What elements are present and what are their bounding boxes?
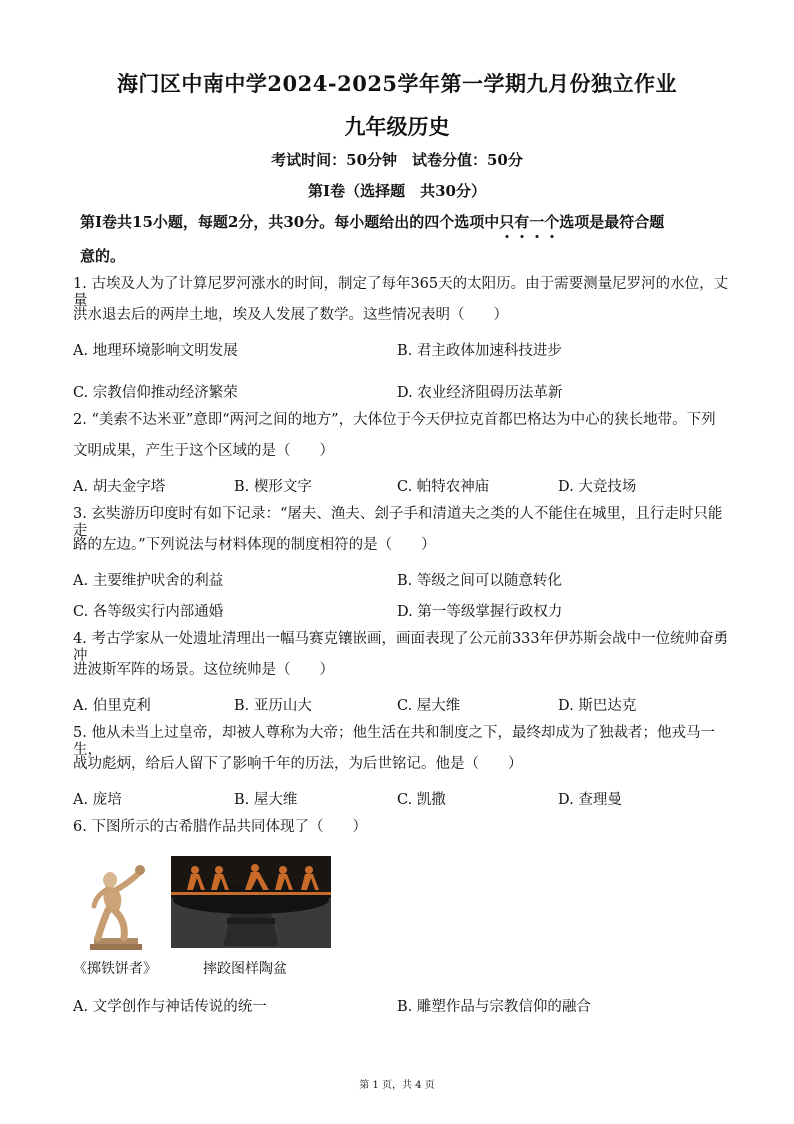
section-title: 第Ⅰ卷（选择题 共30分） xyxy=(308,182,486,200)
q6-option-a: A. 文学创作与神话传说的统一 xyxy=(73,999,267,1015)
q3-option-a: A. 主要维护吠舍的利益 xyxy=(73,573,224,589)
question-2-line-2: 文明成果，产生于这个区域的是（ ） xyxy=(73,443,334,459)
q3-option-c: C. 各等级实行内部通婚 xyxy=(73,604,224,620)
question-3-line-1: 3. 玄奘游历印度时有如下记录：“屠夫、渔夫、刽子手和清道夫之类的人不能住在城里，且行走时只能走 xyxy=(73,506,723,540)
q5-option-c: C. 凯撒 xyxy=(397,792,446,808)
figure-caption-right: 摔跤图样陶盆 xyxy=(203,961,287,977)
question-4-line-2: 进波斯军阵的场景。这位统帅是（ ） xyxy=(73,662,334,678)
q5-option-b: B. 屋大维 xyxy=(234,792,298,808)
question-5-line-1: 5. 他从未当上过皇帝，却被人尊称为大帝；他生活在共和制度之下，最终却成为了独裁者；他戎马一生， xyxy=(73,725,715,759)
subject-title: 九年级历史 xyxy=(344,114,450,139)
question-2-line-1: 2. “美索不达米亚”意即“两河之间的地方”，大体位于今天伊拉克首都巴格达为中心的狭长地带。下列 xyxy=(73,412,716,428)
emphasis-char: 只 xyxy=(499,213,515,231)
q2-option-b: B. 楔形文字 xyxy=(234,479,312,495)
question-4-line-1: 4. 考古学家从一处遗址清理出一幅马赛克镶嵌画，画面表现了公元前333年伊苏斯会战中一位统帅奋勇冲 xyxy=(73,631,729,665)
q4-option-d: D. 斯巴达克 xyxy=(558,698,637,714)
question-1-line-1: 1. 古埃及人为了计算尼罗河涨水的时间，制定了每年365天的太阳历。由于需要测量尼罗河的水位，丈量 xyxy=(73,276,729,310)
wrestling-pottery-image xyxy=(171,856,331,948)
q2-option-d: D. 大竞技场 xyxy=(558,479,637,495)
q2-option-a: A. 胡夫金字塔 xyxy=(73,479,166,495)
q5-option-a: A. 庞培 xyxy=(73,792,122,808)
q5-option-d: D. 查理曼 xyxy=(558,792,622,808)
q3-option-d: D. 第一等级掌握行政权力 xyxy=(397,604,563,620)
figure-caption-left: 《掷铁饼者》 xyxy=(73,961,157,977)
q1-option-a: A. 地理环境影响文明发展 xyxy=(73,343,238,359)
q4-option-c: C. 屋大维 xyxy=(397,698,461,714)
emphasis-char: 有 xyxy=(514,213,530,231)
q4-option-a: A. 伯里克利 xyxy=(73,698,151,714)
instructions-line-2: 意的。 xyxy=(80,247,126,265)
question-3-line-2: 路的左边。”下列说法与材料体现的制度相符的是（ ） xyxy=(73,537,436,553)
page-footer: 第 1 页，共 4 页 xyxy=(359,1080,435,1091)
emphasis-char: 个 xyxy=(544,213,560,231)
question-5-line-2: 战功彪炳，给后人留下了影响千年的历法，为后世铭记。他是（ ） xyxy=(73,756,523,772)
emphasis-char: 一 xyxy=(529,213,545,231)
question-1-line-2: 洪水退去后的两岸土地，埃及人发展了数学。这些情况表明（ ） xyxy=(73,307,508,323)
q3-option-b: B. 等级之间可以随意转化 xyxy=(397,573,562,589)
question-6-line-1: 6. 下图所示的古希腊作品共同体现了（ ） xyxy=(73,819,367,835)
q1-option-d: D. 农业经济阻碍历法革新 xyxy=(397,385,563,401)
instructions-line-1: 第Ⅰ卷共15小题，每题2分，共30分。每小题给出的四个选项中只有一个选项是最符合题 xyxy=(80,213,665,231)
q2-option-c: C. 帕特农神庙 xyxy=(397,479,490,495)
q4-option-b: B. 亚历山大 xyxy=(234,698,312,714)
exam-title: 海门区中南中学2024-2025学年第一学期九月份独立作业 xyxy=(116,71,678,96)
exam-info: 考试时间：50分钟 试卷分值：50分 xyxy=(271,151,523,169)
q1-option-b: B. 君主政体加速科技进步 xyxy=(397,343,562,359)
discobolus-statue-image xyxy=(80,858,152,950)
q1-option-c: C. 宗教信仰推动经济繁荣 xyxy=(73,385,238,401)
q6-option-b: B. 雕塑作品与宗教信仰的融合 xyxy=(397,999,591,1015)
